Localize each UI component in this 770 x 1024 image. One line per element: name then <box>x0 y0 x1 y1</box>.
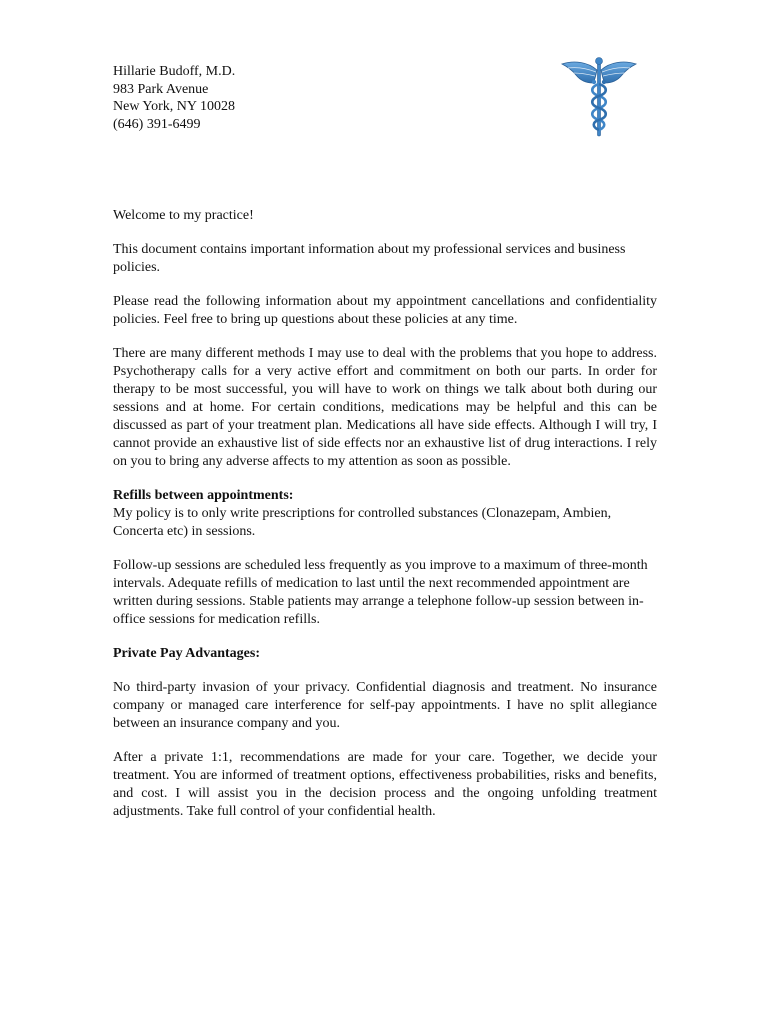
welcome-line: Welcome to my practice! <box>113 208 254 223</box>
caduceus-icon <box>560 54 638 138</box>
street-address: 983 Park Avenue <box>113 81 209 97</box>
methods-paragraph: There are many different methods I may use to deal with the problems that you hope to address. Psychotherapy calls for a very active effort and commitment on both our parts. In order for therapy to be most successful, you will have to work on things we talk about both during our sessions and at home. For certain conditions, medications may be helpful and this can be discussed as part of your treatment plan. Medications all have side effects. Although I will try, I cannot provide an exhaustive list of side effects nor an exhaustive list of drug interactions. I rely on you to bring any adverse affects to my attention as soon as possible. <box>113 346 657 469</box>
followup-paragraph: Follow-up sessions are scheduled less frequently as you improve to a maximum of three-month intervals. Adequate refills of medication to last until the next recommended appointment are written during sessions. Stable patients may arrange a telephone follow-up session between in-office sessions for medication refills. <box>113 558 648 627</box>
care-paragraph: After a private 1:1, recommendations are made for your care. Together, we decide your treatment. You are informed of treatment options, effectiveness probabilities, risks and benefits, and cost. I will assist you in the decision process and the ongoing unfolding treatment adjustments. Take full control of your confidential health. <box>113 750 657 819</box>
private-pay-heading: Private Pay Advantages: <box>113 646 260 661</box>
refills-heading: Refills between appointments: <box>113 488 294 503</box>
letter-body <box>113 207 657 821</box>
doctor-name: Hillarie Budoff, M.D. <box>113 64 236 79</box>
privacy-paragraph: No third-party invasion of your privacy. Confidential diagnosis and treatment. No insurance company or managed care interference for self-pay appointments. I have no split allegiance between an insurance company and you. <box>113 680 657 731</box>
letterhead-address <box>113 63 235 133</box>
policies-paragraph: Please read the following information about my appointment cancellations and confidentiality policies. Feel free to bring up questions about these policies at any time. <box>113 294 657 327</box>
phone-number: (646) 391-6499 <box>113 116 201 132</box>
city-state-zip: New York, NY 10028 <box>113 99 235 114</box>
refills-paragraph: My policy is to only write prescriptions for controlled substances (Clonazepam, Ambien, Concerta etc) in sessions. <box>113 506 612 539</box>
intro-paragraph: This document contains important information about my professional services and business policies. <box>113 242 626 275</box>
